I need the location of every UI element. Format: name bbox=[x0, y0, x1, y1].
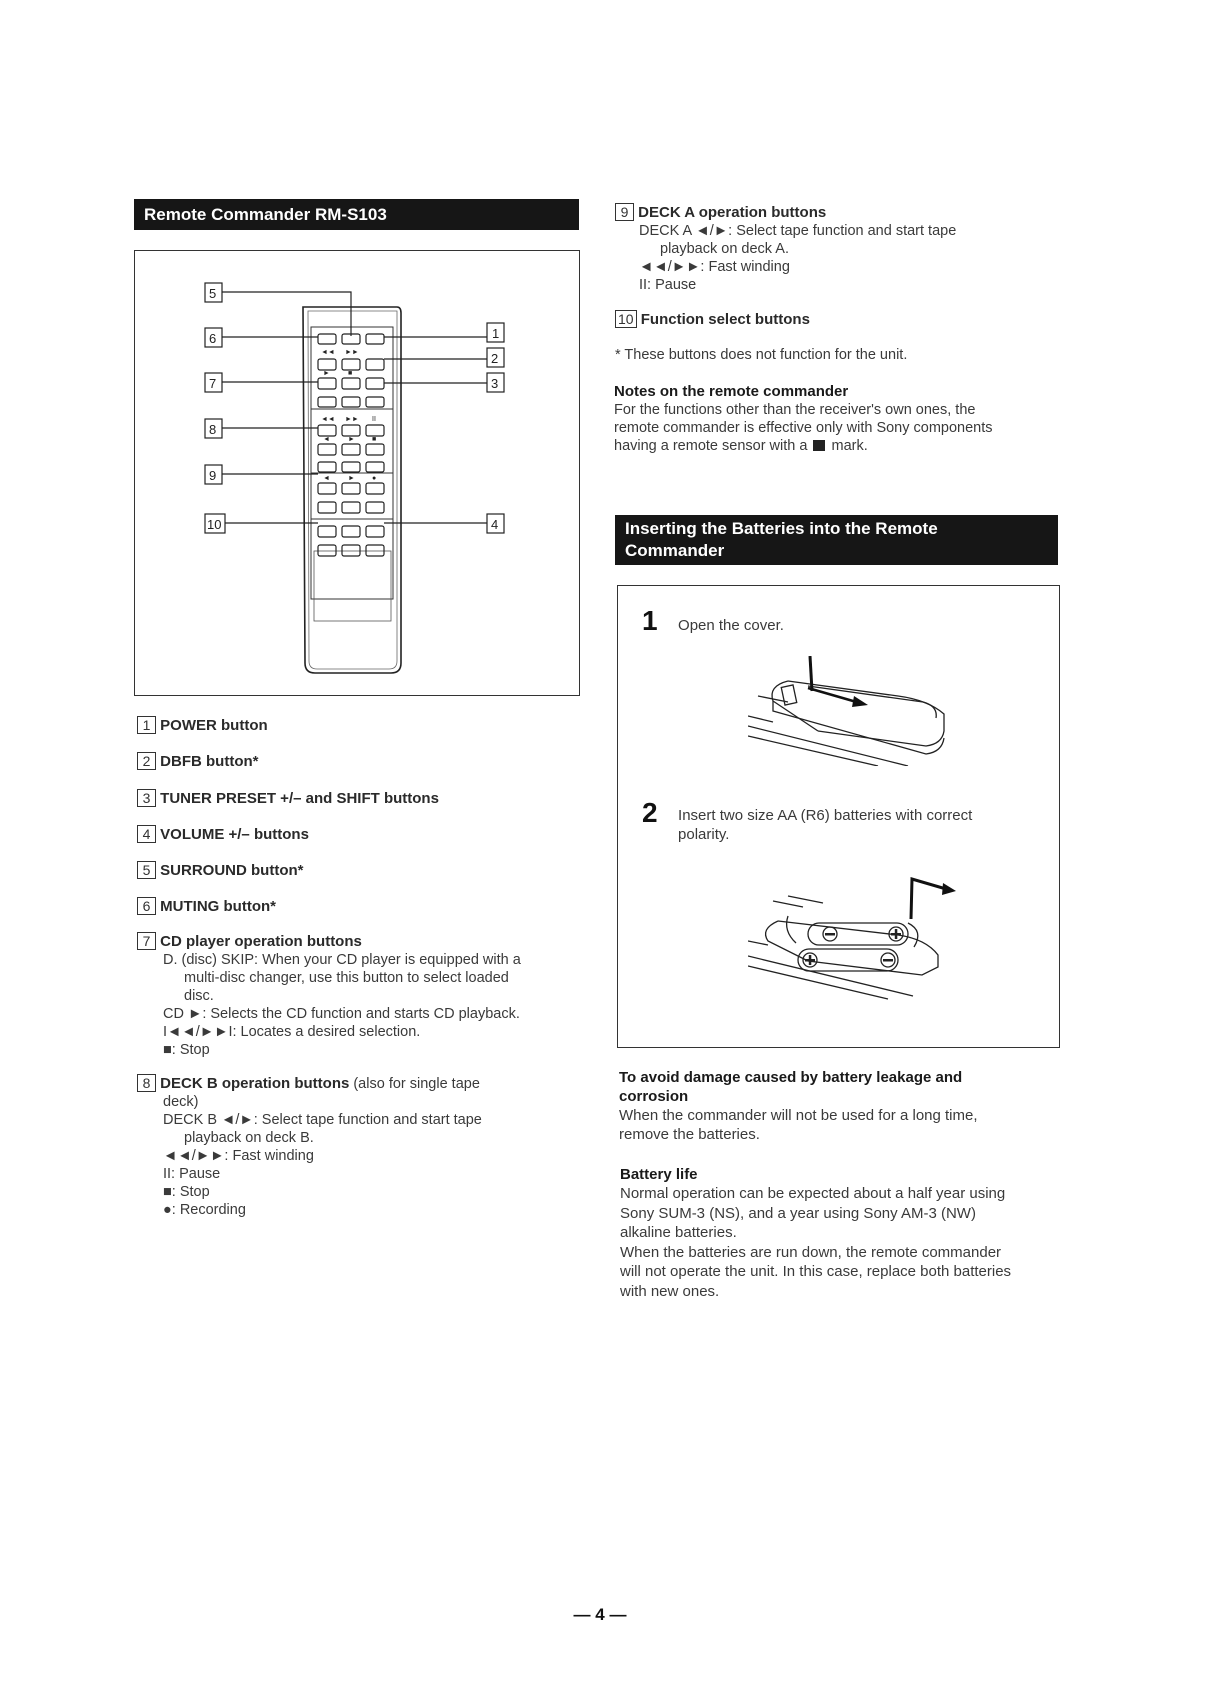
callout-8: 8 bbox=[209, 422, 217, 437]
item-deck-b bbox=[137, 1074, 597, 1219]
notes-line: having a remote sensor with a bbox=[614, 438, 808, 454]
item-title: VOLUME +/– buttons bbox=[160, 826, 309, 843]
svg-text:■: ■ bbox=[348, 370, 353, 377]
svg-text:►: ► bbox=[348, 436, 355, 443]
callout-5: 5 bbox=[209, 286, 217, 301]
notes-line: For the functions other than the receiver's own ones, the bbox=[614, 402, 976, 418]
item-title: POWER button bbox=[160, 717, 268, 734]
item-number: 1 bbox=[137, 716, 156, 734]
callout-6: 6 bbox=[209, 331, 217, 346]
svg-text:●: ● bbox=[372, 475, 377, 482]
item-number: 9 bbox=[615, 203, 634, 221]
leakage-title: To avoid damage caused by battery leakage and bbox=[619, 1069, 963, 1086]
battery-life-line: will not operate the unit. In this case, replace both batteries bbox=[620, 1263, 1012, 1280]
leakage-title: corrosion bbox=[619, 1088, 689, 1105]
item-tuner-preset bbox=[137, 789, 439, 808]
item-number: 3 bbox=[137, 789, 156, 807]
insert-batteries-illustration bbox=[748, 871, 988, 1001]
cd-line: I◄◄/►►I: Locates a desired selection. bbox=[163, 1024, 421, 1040]
svg-text:◄◄: ◄◄ bbox=[321, 416, 335, 423]
item-number: 8 bbox=[137, 1074, 156, 1092]
battery-life-section bbox=[620, 1165, 1090, 1301]
item-number: 4 bbox=[137, 825, 156, 843]
leakage-line: When the commander will not be used for a long time, bbox=[619, 1107, 978, 1124]
step-1 bbox=[642, 606, 784, 636]
svg-text:◄◄: ◄◄ bbox=[321, 349, 335, 356]
cd-line: ■: Stop bbox=[163, 1042, 210, 1058]
deckb-line: DECK B ◄/►: Select tape function and start tape bbox=[163, 1112, 482, 1128]
leakage-line: remove the batteries. bbox=[619, 1126, 760, 1143]
callout-9: 9 bbox=[209, 468, 217, 483]
svg-text:◄: ◄ bbox=[323, 436, 330, 443]
item-function-select bbox=[615, 310, 810, 329]
deckb-line: ■: Stop bbox=[163, 1184, 210, 1200]
item-number: 10 bbox=[615, 310, 637, 328]
item-title: TUNER PRESET +/– and SHIFT buttons bbox=[160, 790, 439, 807]
decka-line: II: Pause bbox=[639, 277, 697, 293]
notes-title: Notes on the remote commander bbox=[614, 383, 849, 400]
step-2 bbox=[642, 798, 972, 844]
remote-commander-illustration bbox=[135, 251, 581, 697]
battery-life-line: with new ones. bbox=[620, 1282, 720, 1300]
svg-text:■: ■ bbox=[372, 436, 377, 443]
deckb-line: ◄◄/►►: Fast winding bbox=[163, 1148, 314, 1164]
item-dbfb bbox=[137, 752, 258, 771]
deckb-line: playback on deck B. bbox=[184, 1130, 314, 1146]
battery-life-line: Sony SUM-3 (NS), and a year using Sony AM-3 (NW) bbox=[620, 1204, 976, 1222]
step-text: Open the cover. bbox=[678, 617, 784, 634]
battery-life-line: Normal operation can be expected about a half year using bbox=[620, 1185, 1006, 1202]
svg-text:►: ► bbox=[348, 475, 355, 482]
banner-line: Inserting the Batteries into the Remote bbox=[625, 519, 938, 538]
item-title: DBFB button* bbox=[160, 753, 259, 770]
callout-1: 1 bbox=[492, 326, 500, 341]
callout-7: 7 bbox=[209, 376, 217, 391]
item-volume bbox=[137, 825, 309, 844]
notes-line: mark. bbox=[831, 438, 868, 454]
item-title: DECK A operation buttons bbox=[638, 204, 827, 221]
cd-line: D. (disc) SKIP: When your CD player is equipped with a bbox=[163, 952, 521, 968]
svg-text:►: ► bbox=[323, 370, 330, 377]
deckb-line: ●: Recording bbox=[163, 1202, 246, 1218]
section-banner-remote: Remote Commander RM-S103 bbox=[134, 199, 579, 230]
item-number: 7 bbox=[137, 932, 156, 950]
item-muting bbox=[137, 897, 276, 916]
item-title: MUTING button* bbox=[160, 898, 276, 915]
item-title: CD player operation buttons bbox=[160, 933, 362, 950]
decka-line: playback on deck A. bbox=[660, 241, 789, 257]
step-text: polarity. bbox=[678, 826, 730, 843]
callout-4: 4 bbox=[491, 517, 499, 532]
svg-text:►►: ►► bbox=[345, 349, 359, 356]
battery-steps-frame bbox=[617, 585, 1060, 1048]
battery-life-title: Battery life bbox=[620, 1166, 698, 1183]
cd-line: multi-disc changer, use this button to select loaded bbox=[184, 970, 509, 986]
notes-line: remote commander is effective only with Sony components bbox=[614, 420, 993, 436]
item-power bbox=[137, 716, 268, 735]
section-banner-batteries bbox=[615, 515, 1058, 565]
item-title-suffix: (also for single tape bbox=[349, 1076, 480, 1092]
step-number: 2 bbox=[642, 797, 658, 828]
page-number: — 4 — bbox=[573, 1605, 627, 1624]
deckb-line: deck) bbox=[163, 1094, 199, 1110]
item-number: 5 bbox=[137, 861, 156, 879]
battery-life-line: When the batteries are run down, the remote commander bbox=[620, 1243, 1002, 1261]
item-surround bbox=[137, 861, 304, 880]
leakage-section bbox=[619, 1068, 1079, 1144]
step-text: Insert two size AA (R6) batteries with correct bbox=[678, 807, 973, 824]
item-number: 2 bbox=[137, 752, 156, 770]
decka-line: DECK A ◄/►: Select tape function and start tape bbox=[639, 223, 957, 239]
footnote: * These buttons does not function for the unit. bbox=[615, 347, 908, 363]
decka-line: ◄◄/►►: Fast winding bbox=[639, 259, 790, 275]
callout-3: 3 bbox=[491, 376, 499, 391]
item-cd-operation bbox=[137, 932, 597, 1059]
banner-line: Commander bbox=[625, 541, 725, 560]
callout-10: 10 bbox=[207, 517, 222, 532]
step-number: 1 bbox=[642, 605, 658, 636]
battery-life-line: alkaline batteries. bbox=[620, 1224, 737, 1241]
svg-text:II: II bbox=[372, 416, 376, 423]
cd-line: disc. bbox=[184, 988, 214, 1004]
remote-diagram-frame bbox=[134, 250, 580, 696]
item-title: SURROUND button* bbox=[160, 862, 304, 879]
svg-text:►►: ►► bbox=[345, 416, 359, 423]
notes-section bbox=[614, 382, 1074, 455]
item-title: DECK B operation buttons bbox=[160, 1075, 350, 1092]
svg-text:◄: ◄ bbox=[323, 475, 330, 482]
item-number: 6 bbox=[137, 897, 156, 915]
open-cover-illustration bbox=[748, 656, 978, 766]
callout-2: 2 bbox=[491, 351, 499, 366]
item-title: Function select buttons bbox=[640, 311, 810, 328]
item-deck-a bbox=[615, 203, 1075, 294]
deckb-line: II: Pause bbox=[163, 1166, 221, 1182]
cd-line: CD ►: Selects the CD function and starts CD playback. bbox=[163, 1006, 520, 1022]
remote-sensor-icon bbox=[813, 440, 825, 451]
